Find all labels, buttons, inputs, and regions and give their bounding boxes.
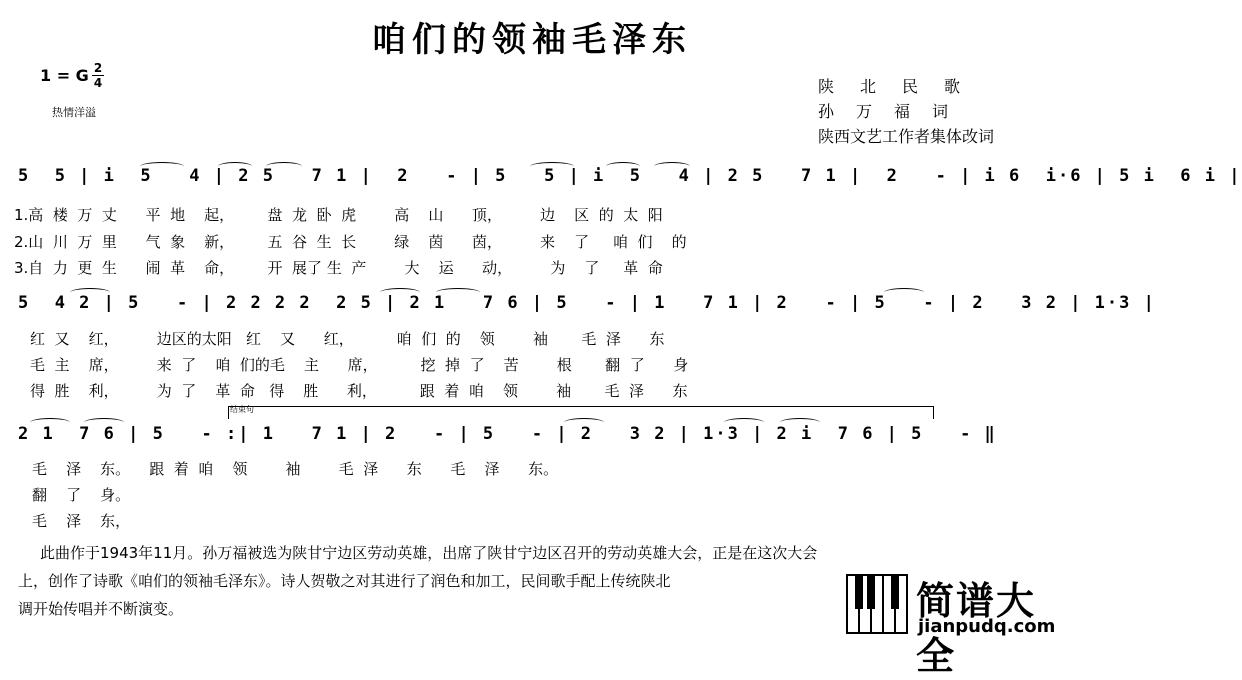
background-note-line-1: 此曲作于1943年11月。孙万福被选为陕甘宁边区劳动英雄，出席了陕甘宁边区召开的劳动英雄大会，正是在这次大会 <box>40 544 818 562</box>
credit-revision: 陕西文艺工作者集体改词 <box>818 127 995 146</box>
slur <box>266 162 302 171</box>
slur <box>436 288 480 297</box>
lyric-row2-verse1: 红 又 红， 边区的太阳 红 又 红， 咱 们 的 领 袖 毛 泽 东 <box>30 330 665 348</box>
logo-url: jianpudq.com <box>918 616 1056 637</box>
lyric-row1-verse1: 1.高 楼 万 丈 平 地 起， 盘 龙 卧 虎 高 山 顶， 边 区 的 太 阳 <box>14 206 663 224</box>
background-note-line-2: 上，创作了诗歌《咱们的领袖毛泽东》。诗人贺敬之对其进行了润色和加工，民间歌手配上传统陕北 <box>18 572 671 590</box>
lyric-row2-verse2: 毛 主 席， 来 了 咱 们的毛 主 席， 挖 掉 了 苦 根 翻 了 身 <box>30 356 689 374</box>
credit-origin: 陕北民歌 <box>818 77 987 96</box>
time-signature <box>92 62 104 89</box>
lyric-row2-verse3: 得 胜 利， 为 了 革 命 得 胜 利， 跟 着 咱 领 袖 毛 泽 东 <box>30 382 688 400</box>
slur <box>564 418 604 427</box>
slur <box>140 162 184 171</box>
time-sig-numerator: 2 <box>93 61 103 75</box>
song-title: 咱们的领袖毛泽东 <box>372 20 692 60</box>
lyric-row3-verse3: 毛 泽 东， <box>32 512 131 530</box>
lyric-row3-verse1: 毛 泽 东。 跟 着 咱 领 袖 毛 泽 东 毛 泽 东。 <box>32 460 559 478</box>
credit-lyricist: 孙万福词 <box>818 102 971 121</box>
slur <box>380 288 420 297</box>
piano-keys-icon <box>846 574 908 634</box>
slur <box>884 288 924 297</box>
lyric-row3-verse2: 翻 了 身。 <box>32 486 131 504</box>
music-line-3: 2 1 7 6 | 5 - :| 1 7 1 | 2 - | 5 - | 2 3 2 | 1·3 | 2 i 7 6 | 5 - ‖ <box>18 424 997 444</box>
slur <box>30 418 70 427</box>
music-line-2: 5 4 2 | 5 - | 2 2 2 2 2 5 | 2 1 7 6 | 5 - | 1 7 1 | 2 - | 5 - | 2 3 2 | 1·3 | <box>18 293 1156 313</box>
lyric-row1-verse3: 3.自 力 更 生 闹 革 命， 开 展了 生 产 大 运 动， 为 了 革 命 <box>14 259 663 277</box>
slur <box>780 418 820 427</box>
slur <box>724 418 764 427</box>
slur <box>84 418 124 427</box>
lyric-row1-verse2: 2.山 川 万 里 气 象 新， 五 谷 生 长 绿 茵 茵， 来 了 咱 们 的 <box>14 233 687 251</box>
slur <box>654 162 690 171</box>
slur <box>530 162 574 171</box>
logo-name: 简谱大全 <box>916 579 1037 678</box>
expression-mark: 热情洋溢 <box>52 106 96 119</box>
slur <box>606 162 640 171</box>
background-note-line-3: 调开始传唱并不断演变。 <box>18 600 184 618</box>
slur <box>70 288 110 297</box>
slur <box>218 162 252 171</box>
ending-label: 结束句 <box>230 405 254 414</box>
key-signature: 1 = G <box>40 66 89 85</box>
site-logo[interactable] <box>832 568 1064 678</box>
time-sig-denominator: 4 <box>93 76 103 90</box>
music-line-1: 5 5 | i 5 4 | 2 5 7 1 | 2 - | 5 5 | i 5 4 | 2 5 7 1 | 2 - | i 6 i·6 | 5 i 6 i | <box>18 166 1242 186</box>
